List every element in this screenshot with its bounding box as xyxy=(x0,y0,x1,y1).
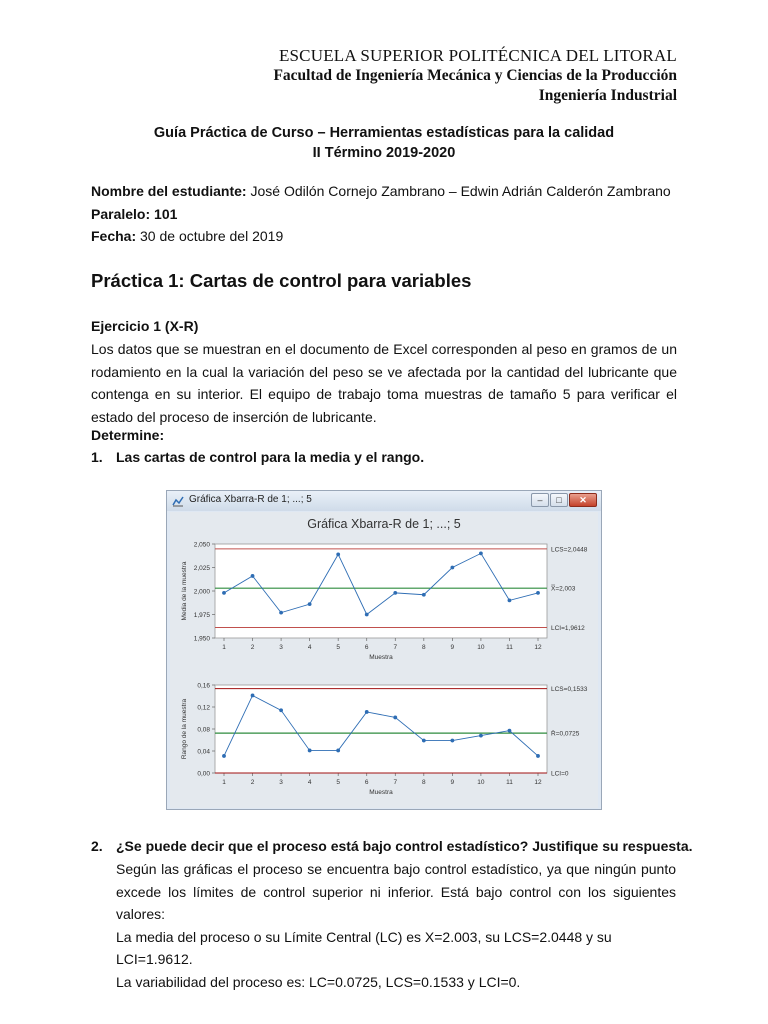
range-x-tick-label: 4 xyxy=(307,779,312,786)
xbar-x-tick-label: 3 xyxy=(279,644,283,651)
parallel-label: Paralelo: 101 xyxy=(91,206,178,222)
chart-title: Gráfica Xbarra-R de 1; ...; 5 xyxy=(307,517,461,531)
date-line xyxy=(91,228,283,244)
control-charts xyxy=(170,512,598,808)
xbar-x-tick-label: 12 xyxy=(534,644,542,651)
range-x-tick-label: 3 xyxy=(279,779,283,786)
answer-mean: La media del proceso o su Límite Central (LC) es X=2.003, su LCS=2.0448 y su LCI=1.9612. xyxy=(116,928,612,967)
maximize-icon: □ xyxy=(556,495,562,505)
xbar-data-point xyxy=(422,593,426,597)
range-x-tick-label: 10 xyxy=(477,779,485,786)
range-x-tick-label: 7 xyxy=(393,779,398,786)
xbar-ucl-label: LCS=2,0448 xyxy=(551,546,588,554)
chart-window xyxy=(166,490,602,810)
xbar-y-tick-label: 2,050 xyxy=(193,541,210,549)
range-y-tick-label: 0,08 xyxy=(197,726,210,734)
faculty-name: Facultad de Ingeniería Mecánica y Ciencias de la Producción xyxy=(273,67,677,84)
close-button[interactable] xyxy=(569,493,597,507)
question-1 xyxy=(91,449,424,465)
xbar-x-tick-label: 1 xyxy=(222,644,226,651)
range-plot-area xyxy=(215,685,547,773)
answer-paragraph: Según las gráficas el proceso se encuentra bajo control estadístico, ya que ningún punto excede los límites de control superior ni inferior. Está bajo control con los siguientes valores: xyxy=(116,861,676,922)
range-x-tick-label: 8 xyxy=(422,779,426,786)
xbar-x-tick-label: 10 xyxy=(477,644,485,651)
xbar-y-tick-label: 2,025 xyxy=(193,565,210,572)
range-data-point xyxy=(393,716,397,720)
answer-variability: La variabilidad del proceso es: LC=0.0725, LCS=0.1533 y LCI=0. xyxy=(116,973,521,990)
student-line xyxy=(91,183,671,199)
chart-canvas xyxy=(170,512,598,808)
question-2-text: ¿Se puede decir que el proceso está bajo control estadístico? Justifique su respuesta. xyxy=(116,838,693,854)
xbar-data-point xyxy=(479,552,483,556)
window-titlebar[interactable] xyxy=(167,491,601,511)
question-1-text: Las cartas de control para la media y el rango. xyxy=(116,449,425,465)
xbar-x-tick-label: 2 xyxy=(250,644,255,651)
xbar-data-point xyxy=(251,574,255,578)
range-x-tick-label: 9 xyxy=(450,779,455,786)
maximize-button[interactable] xyxy=(550,493,568,507)
xbar-x-tick-label: 8 xyxy=(422,644,426,651)
range-lcl-label: LCI=0 xyxy=(551,770,569,778)
range-y-tick-label: 0,00 xyxy=(197,770,210,778)
school-name: ESCUELA SUPERIOR POLITÉCNICA DEL LITORAL xyxy=(278,46,677,65)
range-data-point xyxy=(222,754,226,758)
question-1-number: 1. xyxy=(91,449,103,465)
xbar-data-point xyxy=(308,602,312,606)
xbar-y-tick-label: 1,950 xyxy=(193,635,210,643)
range-data-point xyxy=(479,734,483,738)
xbar-data-point xyxy=(393,591,397,595)
xbar-y-axis-label: Media de la muestra xyxy=(181,561,188,621)
range-cl-label: R̄=0,0725 xyxy=(551,730,580,738)
xbar-x-axis-label: Muestra xyxy=(369,654,393,661)
minimize-icon: – xyxy=(537,495,543,505)
term-title: II Término 2019-2020 xyxy=(312,145,456,161)
exercise-text: Los datos que se muestran en el documento de Excel corresponden al peso en gramos de un rodamiento en la cual la variación del peso se ve afectada por la cantidad del lubricante que contenga en su interior. El equipo de trabajo toma muestras de tamaño 5 para verificar el estado del proceso de inserción de lubricante. xyxy=(91,341,677,425)
range-data-point xyxy=(508,729,512,733)
range-y-tick-label: 0,16 xyxy=(197,682,210,690)
window-title: Gráfica Xbarra-R de 1; ...; 5 xyxy=(189,494,312,505)
guide-title: Guía Práctica de Curso – Herramientas estadísticas para la calidad xyxy=(153,125,615,141)
xbar-x-tick-label: 11 xyxy=(506,644,513,651)
minitab-graph-icon xyxy=(172,495,184,507)
range-data-point xyxy=(365,710,369,714)
range-x-tick-label: 1 xyxy=(222,779,226,786)
close-icon: ✕ xyxy=(579,495,587,505)
xbar-data-point xyxy=(222,591,226,595)
answer-block xyxy=(116,858,676,993)
range-x-tick-label: 12 xyxy=(534,779,542,786)
question-2 xyxy=(91,838,693,854)
xbar-data-point xyxy=(536,591,540,595)
range-y-tick-label: 0,12 xyxy=(197,704,210,712)
xbar-data-point xyxy=(450,566,454,570)
range-y-tick-label: 0,04 xyxy=(197,748,210,756)
xbar-data-point xyxy=(279,611,283,615)
minimize-button[interactable] xyxy=(531,493,549,507)
range-x-tick-label: 11 xyxy=(506,779,513,786)
parallel-line xyxy=(91,206,177,222)
date-value: 30 de octubre del 2019 xyxy=(136,228,284,244)
range-data-point xyxy=(422,739,426,743)
determine-label: Determine: xyxy=(91,427,165,443)
xbar-lcl-label: LCI=1,9612 xyxy=(551,624,585,632)
xbar-x-tick-label: 5 xyxy=(336,644,340,651)
xbar-data-point xyxy=(508,599,512,603)
xbar-data-point xyxy=(336,552,340,556)
range-data-point xyxy=(279,708,283,712)
range-y-axis-label: Rango de la muestra xyxy=(181,698,188,760)
program-name: Ingeniería Industrial xyxy=(538,87,677,104)
exercise-title: Ejercicio 1 (X-R) xyxy=(91,318,199,334)
xbar-y-tick-label: 1,975 xyxy=(193,612,210,619)
student-label: Nombre del estudiante: xyxy=(91,183,247,199)
range-x-tick-label: 5 xyxy=(336,779,340,786)
xbar-x-tick-label: 9 xyxy=(450,644,455,651)
xbar-data-point xyxy=(365,613,369,617)
section-title: Práctica 1: Cartas de control para variables xyxy=(91,270,472,291)
range-data-point xyxy=(450,739,454,743)
question-2-number: 2. xyxy=(91,838,103,854)
xbar-x-tick-label: 7 xyxy=(393,644,398,651)
xbar-y-tick-label: 2,000 xyxy=(193,588,210,596)
range-data-point xyxy=(308,749,312,753)
range-x-tick-label: 6 xyxy=(364,779,369,786)
range-ucl-label: LCS=0,1533 xyxy=(551,686,588,694)
xbar-x-tick-label: 4 xyxy=(307,644,312,651)
xbar-cl-label: X̿=2,003 xyxy=(551,585,576,593)
range-x-axis-label: Muestra xyxy=(369,789,393,796)
date-label: Fecha: xyxy=(91,228,137,244)
xbar-x-tick-label: 6 xyxy=(364,644,369,651)
range-data-point xyxy=(336,749,340,753)
student-value: José Odilón Cornejo Zambrano – Edwin Adrián Calderón Zambrano xyxy=(246,183,671,199)
range-data-point xyxy=(536,754,540,758)
range-data-point xyxy=(251,694,255,698)
range-x-tick-label: 2 xyxy=(250,779,255,786)
